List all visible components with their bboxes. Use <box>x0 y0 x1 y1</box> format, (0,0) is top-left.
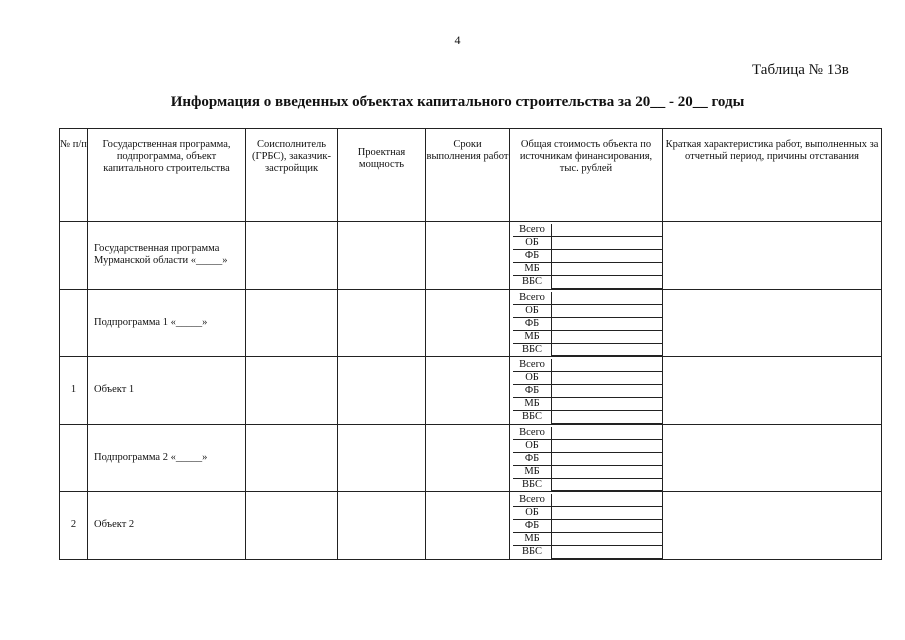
document-title: Информация о введенных объектах капитального строительства за 20__ - 20__ годы <box>170 94 745 110</box>
header-terms: Сроки выполнения работ <box>426 129 510 222</box>
funding-sources-table <box>513 494 663 559</box>
description-cell <box>663 424 882 492</box>
funding-source-value <box>552 237 663 250</box>
terms-cell <box>426 424 510 492</box>
row-number <box>60 222 88 290</box>
funding-source-value <box>552 317 663 330</box>
header-num: № п/п <box>60 129 88 222</box>
header-coexecutor: Соисполнитель (ГРБС), заказчик-застройщик <box>246 129 338 222</box>
row-name: Государственная программа Мурманской области «_____» <box>88 222 246 290</box>
cost-cell <box>510 492 663 560</box>
funding-source-value <box>552 250 663 263</box>
funding-source-label: ФБ <box>513 520 552 533</box>
cost-cell <box>510 222 663 290</box>
funding-source-label: Всего <box>513 427 552 440</box>
funding-source-label: МБ <box>513 263 552 276</box>
description-cell <box>663 222 882 290</box>
funding-source-value <box>552 372 663 385</box>
coexecutor-cell <box>246 357 338 425</box>
funding-source-value <box>552 398 663 411</box>
funding-source-label: МБ <box>513 398 552 411</box>
funding-source-row <box>513 452 663 465</box>
funding-source-value <box>552 452 663 465</box>
row-number <box>60 289 88 357</box>
funding-source-row <box>513 546 663 559</box>
table-row <box>60 222 882 290</box>
funding-source-row <box>513 330 663 343</box>
funding-source-value <box>552 427 663 440</box>
funding-source-label: ОБ <box>513 304 552 317</box>
funding-source-value <box>552 465 663 478</box>
cost-cell <box>510 289 663 357</box>
funding-source-value <box>552 359 663 372</box>
terms-cell <box>426 357 510 425</box>
table-label: Таблица № 13в <box>752 62 849 78</box>
funding-source-row <box>513 343 663 356</box>
funding-source-value <box>552 224 663 237</box>
funding-source-row <box>513 427 663 440</box>
row-name: Объект 2 <box>88 492 246 560</box>
capital-construction-table <box>59 128 882 560</box>
page-number: 4 <box>454 33 461 47</box>
funding-source-label: ВБС <box>513 343 552 356</box>
funding-source-row <box>513 494 663 507</box>
funding-source-value <box>552 546 663 559</box>
coexecutor-cell <box>246 289 338 357</box>
funding-source-label: Всего <box>513 494 552 507</box>
funding-source-row <box>513 304 663 317</box>
funding-source-value <box>552 263 663 276</box>
table-row <box>60 289 882 357</box>
capacity-cell <box>338 222 426 290</box>
coexecutor-cell <box>246 492 338 560</box>
funding-source-row <box>513 533 663 546</box>
funding-source-row <box>513 411 663 424</box>
funding-source-row <box>513 292 663 305</box>
row-name: Подпрограмма 1 «_____» <box>88 289 246 357</box>
funding-source-label: Всего <box>513 292 552 305</box>
header-program: Государственная программа, подпрограмма, объект капитального строительства <box>88 129 246 222</box>
header-capacity: Проектная мощность <box>338 129 426 222</box>
funding-source-row <box>513 465 663 478</box>
capacity-cell <box>338 357 426 425</box>
funding-source-label: ВБС <box>513 276 552 289</box>
header-cost: Общая стоимость объекта по источникам финансирования, тыс. рублей <box>510 129 663 222</box>
table-body <box>60 222 882 560</box>
funding-source-value <box>552 276 663 289</box>
funding-source-row <box>513 398 663 411</box>
funding-source-row <box>513 276 663 289</box>
funding-source-row <box>513 317 663 330</box>
funding-source-row <box>513 439 663 452</box>
funding-sources-table <box>513 224 663 289</box>
row-number: 2 <box>60 492 88 560</box>
funding-source-label: ОБ <box>513 372 552 385</box>
funding-source-label: ОБ <box>513 507 552 520</box>
funding-source-label: ФБ <box>513 317 552 330</box>
funding-source-value <box>552 411 663 424</box>
funding-source-value <box>552 478 663 491</box>
funding-source-value <box>552 330 663 343</box>
funding-source-label: ВБС <box>513 546 552 559</box>
description-cell <box>663 289 882 357</box>
funding-source-row <box>513 250 663 263</box>
funding-source-label: МБ <box>513 533 552 546</box>
coexecutor-cell <box>246 424 338 492</box>
funding-source-label: ОБ <box>513 439 552 452</box>
row-number: 1 <box>60 357 88 425</box>
funding-source-row <box>513 520 663 533</box>
funding-source-row <box>513 507 663 520</box>
table-row <box>60 492 882 560</box>
row-number <box>60 424 88 492</box>
capacity-cell <box>338 289 426 357</box>
table-row <box>60 357 882 425</box>
funding-sources-table <box>513 359 663 424</box>
coexecutor-cell <box>246 222 338 290</box>
funding-source-label: ФБ <box>513 250 552 263</box>
funding-source-row <box>513 237 663 250</box>
terms-cell <box>426 289 510 357</box>
funding-source-value <box>552 343 663 356</box>
terms-cell <box>426 222 510 290</box>
funding-source-value <box>552 494 663 507</box>
funding-source-value <box>552 304 663 317</box>
funding-source-value <box>552 385 663 398</box>
funding-source-value <box>552 507 663 520</box>
funding-source-label: ОБ <box>513 237 552 250</box>
funding-source-label: ФБ <box>513 385 552 398</box>
funding-source-row <box>513 224 663 237</box>
funding-source-label: Всего <box>513 359 552 372</box>
funding-source-label: МБ <box>513 465 552 478</box>
terms-cell <box>426 492 510 560</box>
cost-cell <box>510 424 663 492</box>
funding-source-value <box>552 533 663 546</box>
funding-source-label: ВБС <box>513 411 552 424</box>
header-description: Краткая характеристика работ, выполненных за отчетный период, причины отставания <box>663 129 882 222</box>
table-header-row <box>60 129 882 222</box>
funding-source-row <box>513 478 663 491</box>
funding-source-row <box>513 359 663 372</box>
table-row <box>60 424 882 492</box>
funding-source-row <box>513 263 663 276</box>
funding-source-label: Всего <box>513 224 552 237</box>
capacity-cell <box>338 424 426 492</box>
funding-source-label: ФБ <box>513 452 552 465</box>
capacity-cell <box>338 492 426 560</box>
funding-sources-table <box>513 427 663 492</box>
funding-source-row <box>513 372 663 385</box>
funding-sources-table <box>513 292 663 357</box>
row-name: Объект 1 <box>88 357 246 425</box>
funding-source-row <box>513 385 663 398</box>
funding-source-value <box>552 292 663 305</box>
description-cell <box>663 492 882 560</box>
funding-source-label: МБ <box>513 330 552 343</box>
funding-source-label: ВБС <box>513 478 552 491</box>
cost-cell <box>510 357 663 425</box>
funding-source-value <box>552 439 663 452</box>
description-cell <box>663 357 882 425</box>
funding-source-value <box>552 520 663 533</box>
row-name: Подпрограмма 2 «_____» <box>88 424 246 492</box>
